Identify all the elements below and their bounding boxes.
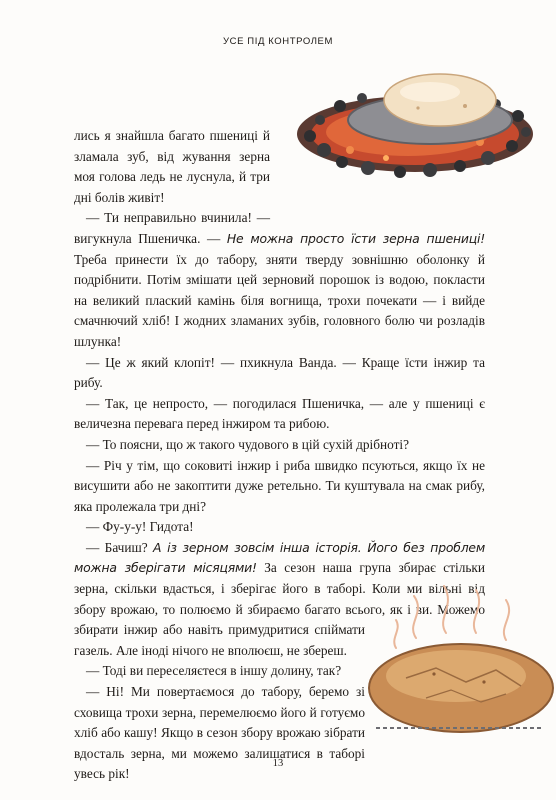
paragraph: — Це ж який клопіт! — пхикнула Ванда. — Краще їсти інжир та рибу. [74, 354, 485, 391]
paragraph: — Ти неправильно вчинила! — вигукнула Пшеничка. — Не можна просто їсти зерна пшениці! Треба принести їх до табору, зняти тверду зовнішню оболонку й подрібнити. Потім змішати цей зерновий порошок із водою, покласти на великий плаский камінь біля вогнища, трохи почекати — і вийде смачнючий хліб! І жодних зламаних зубів, головного болю чи розладів шлунка! [74, 210, 486, 349]
bread-loaf-illustration [356, 578, 556, 738]
handwritten-emphasis: Не можна просто їсти зерна пшениці! [226, 230, 486, 246]
paragraph: — То поясни, що ж такого чудового в цій сухій дрібноті? [86, 436, 409, 452]
paragraph: — Бачиш? А із зерном зовсім інша історія. Його без проблем можна зберігати місяцями! За сезон наша група збирає стільки зерна, скільки вдасться, і зберігає його в таборі. Коли ми вільні від збору врожаю, то полюємо й збираємо багато всього, як і ви. Можемо збирати інжир або навіть примудритися спіймати газель. Але іноді нічого не вполюєш, не збереш. [74, 539, 485, 658]
bread-loaf [369, 644, 553, 732]
page-number: 13 [272, 758, 284, 769]
steam-lines [394, 586, 509, 648]
paragraph: — Тоді ви переселяєтеся в іншу долину, так? [86, 663, 342, 679]
paragraph: — Ні! Ми повертаємося до табору, беремо зі сховища трохи зерна, перемелюємо його й готуємо хліб або кашу! Якщо в сезон збору врожаю зібрати вдосталь зерна, ми можемо залишатися в таборі увесь рік! [74, 684, 365, 782]
flatbread [384, 74, 496, 126]
paragraph: — Річ у тім, що соковиті інжир і риба швидко псуються, якщо їх не висушити або не закоптити дуже ретельно. Ти куштувала на смак рибу, яка пролежала три дні? [74, 457, 485, 514]
running-head: УСЕ ПІД КОНТРОЛЕМ [223, 36, 333, 47]
handwritten-emphasis: А із зерном зовсім інша історія. Його без проблем можна зберігати місяцями! [74, 539, 485, 576]
paragraph: — Так, це непросто, — погодилася Пшеничка, — але у пшениці є величезна перевага перед інжиром та рибою. [74, 395, 485, 432]
paragraph: — Фу-у-у! Гидота! [86, 519, 194, 535]
paragraph: лись я знайшла багато пшениці й зламала зуб, від жування зерна моя голова ледь не луснула, й три дні болів живіт! [74, 128, 270, 205]
